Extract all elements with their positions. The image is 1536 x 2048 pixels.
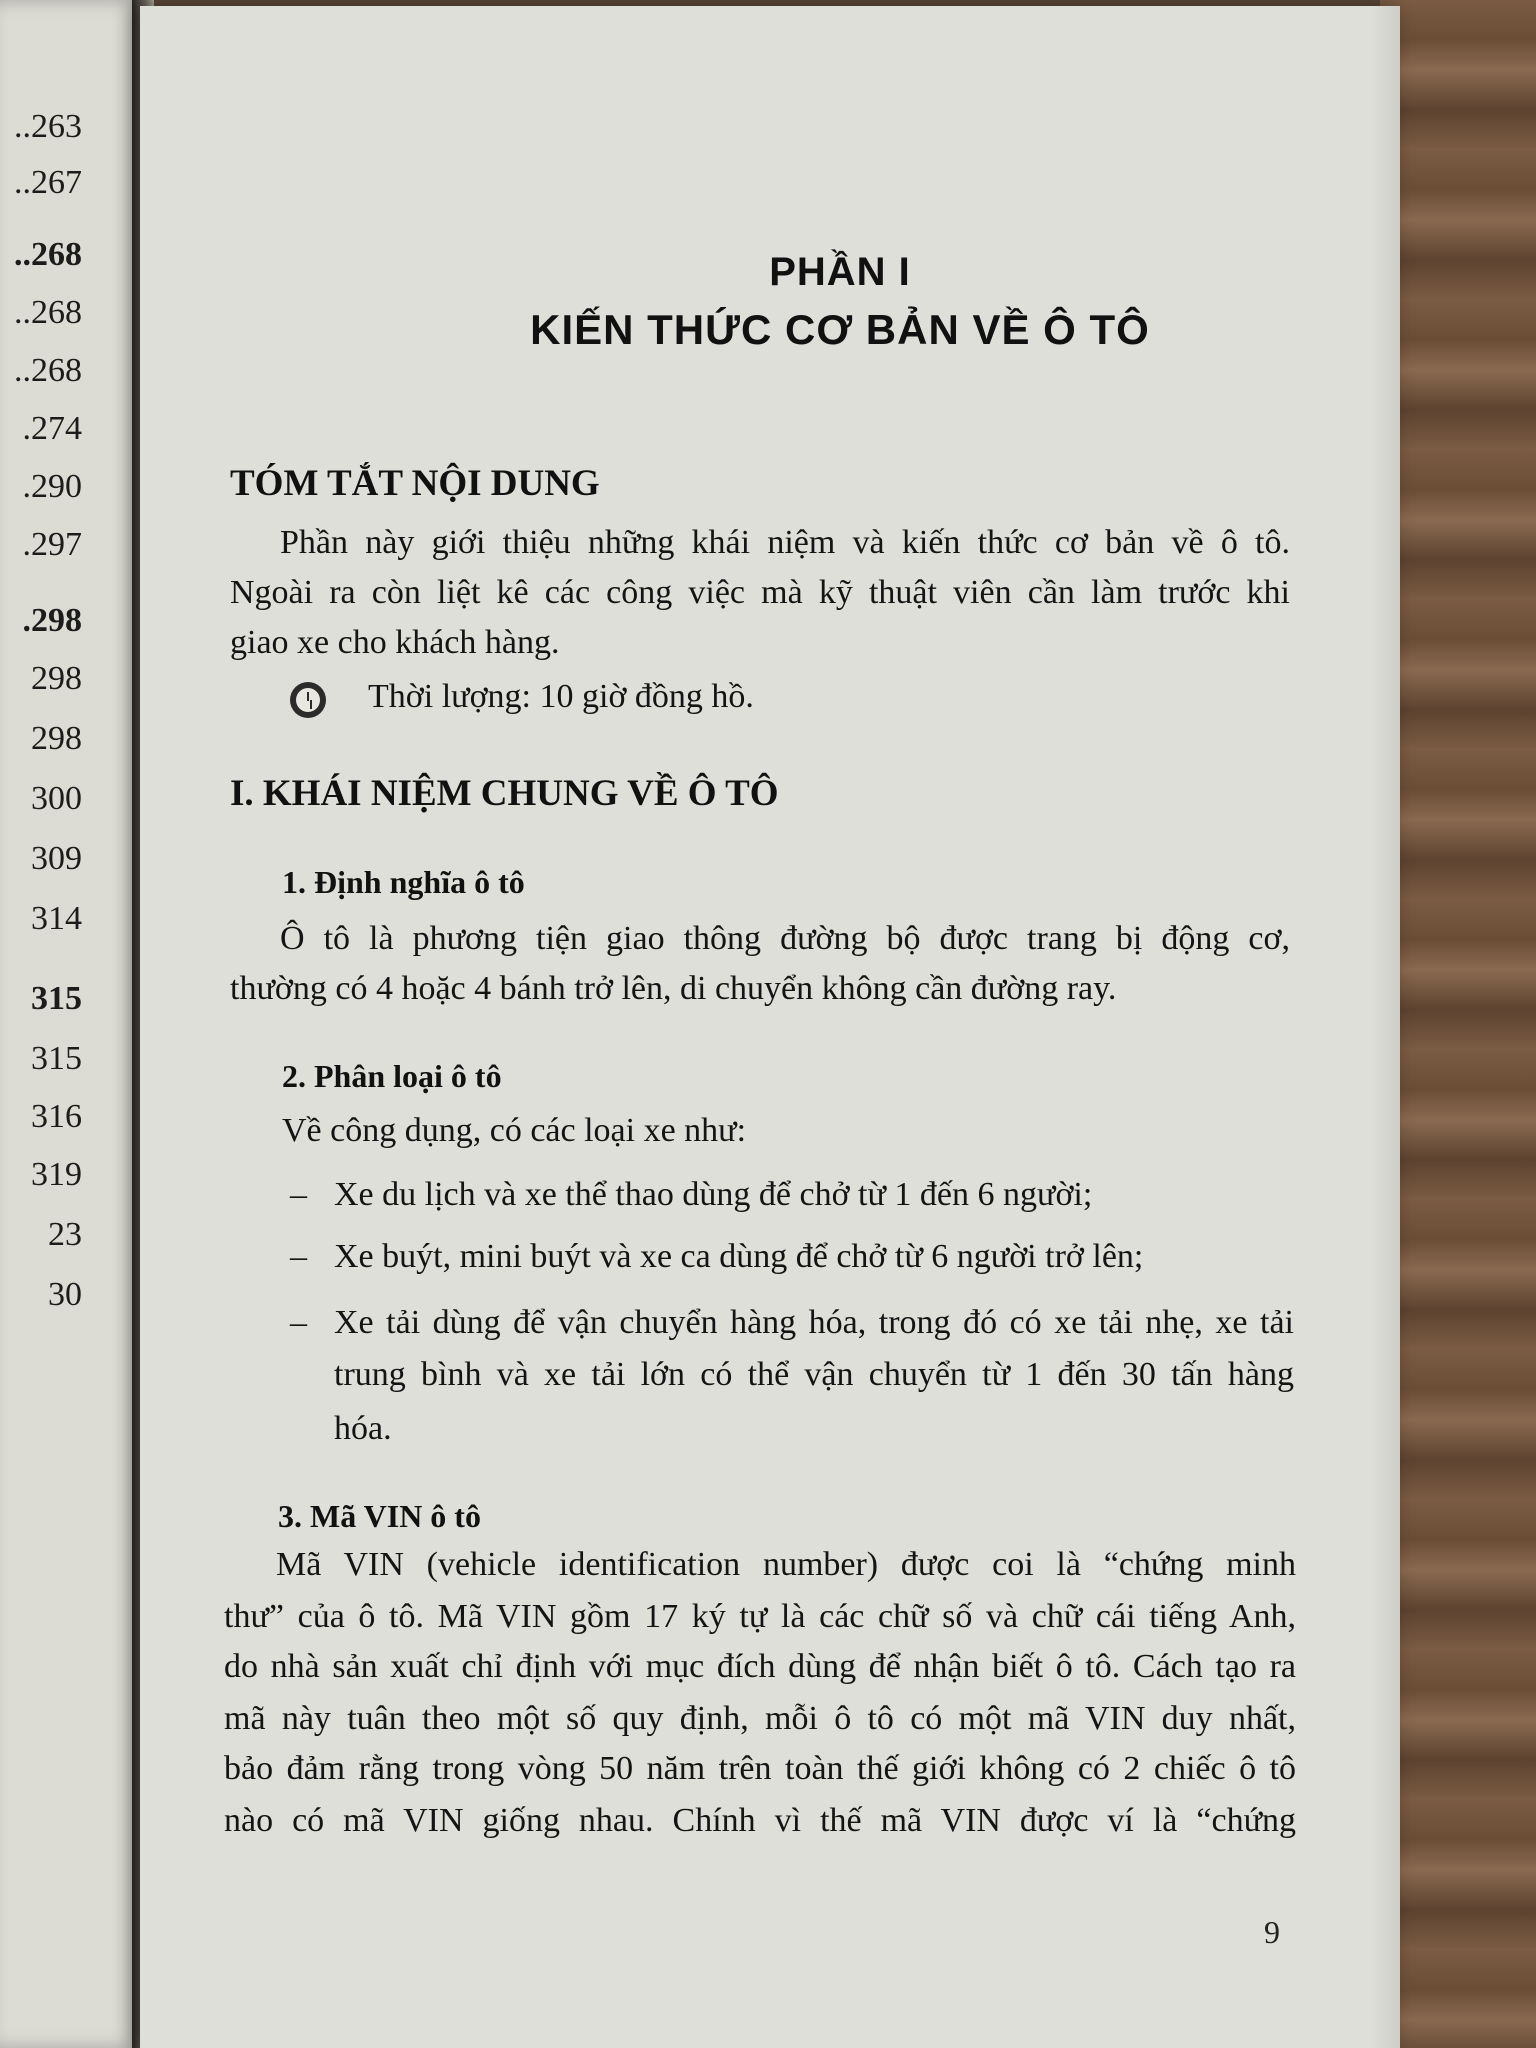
toc-page-number: 298 bbox=[31, 720, 82, 757]
toc-page-number: ..268 bbox=[14, 236, 82, 273]
subsection-3-heading: 3. Mã VIN ô tô bbox=[278, 1498, 481, 1534]
toc-page-number: .297 bbox=[22, 526, 82, 563]
page-number: 9 bbox=[1264, 1914, 1280, 1950]
toc-page-number: ..267 bbox=[14, 164, 82, 201]
chapter-title: KIẾN THỨC CƠ BẢN VỀ Ô TÔ bbox=[530, 306, 1150, 353]
part-title: PHẦN I bbox=[769, 250, 911, 294]
subsection-2-heading: 2. Phân loại ô tô bbox=[282, 1058, 502, 1094]
toc-page-number: ..268 bbox=[14, 294, 82, 331]
right-page bbox=[140, 6, 1400, 2048]
left-page-table-of-contents bbox=[0, 0, 140, 2048]
duration-text: Thời lượng: 10 giờ đồng hồ. bbox=[368, 678, 754, 715]
summary-heading: TÓM TẮT NỘI DUNG bbox=[230, 463, 600, 504]
toc-page-number: 314 bbox=[31, 900, 82, 937]
toc-page-number: 30 bbox=[48, 1276, 82, 1313]
toc-page-number: 319 bbox=[31, 1156, 82, 1193]
sub3-line-5: bảo đảm rằng trong vòng 50 năm trên toàn thế giới không có 2 chiếc ô tô bbox=[224, 1750, 1296, 1787]
bullet-3-line-1: Xe tải dùng để vận chuyển hàng hóa, trong đó có xe tải nhẹ, xe tải bbox=[334, 1304, 1294, 1341]
bullet-2: Xe buýt, mini buýt và xe ca dùng để chở từ 6 người trở lên; bbox=[334, 1238, 1144, 1275]
bullet-3-line-3: hóa. bbox=[334, 1410, 392, 1447]
clock-icon bbox=[290, 682, 326, 718]
bullet-1: Xe du lịch và xe thể thao dùng để chở từ 1 đến 6 người; bbox=[334, 1176, 1093, 1213]
toc-page-number: ..268 bbox=[14, 352, 82, 389]
toc-page-number: 300 bbox=[31, 780, 82, 817]
toc-page-number: .298 bbox=[22, 602, 82, 639]
toc-page-number: 316 bbox=[31, 1098, 82, 1135]
sub1-line-2: thường có 4 hoặc 4 bánh trở lên, di chuyển không cần đường ray. bbox=[230, 970, 1117, 1007]
toc-page-number: 309 bbox=[31, 840, 82, 877]
summary-line-1: Phần này giới thiệu những khái niệm và kiến thức cơ bản về ô tô. bbox=[280, 524, 1290, 561]
subsection-1-heading: 1. Định nghĩa ô tô bbox=[282, 864, 525, 900]
sub3-line-2: thư” của ô tô. Mã VIN gồm 17 ký tự là các chữ số và chữ cái tiếng Anh, bbox=[224, 1598, 1296, 1635]
toc-page-number: 315 bbox=[31, 980, 82, 1017]
toc-page-number: ..263 bbox=[14, 108, 82, 145]
bullet-dash-2: – bbox=[290, 1238, 307, 1275]
sub1-line-1: Ô tô là phương tiện giao thông đường bộ được trang bị động cơ, bbox=[280, 920, 1290, 957]
toc-page-number: 23 bbox=[48, 1216, 82, 1253]
bullet-dash-1: – bbox=[290, 1176, 307, 1213]
sub3-line-6: nào có mã VIN giống nhau. Chính vì thế mã VIN được ví là “chứng bbox=[224, 1802, 1296, 1839]
sub3-line-3: do nhà sản xuất chỉ định với mục đích dùng để nhận biết ô tô. Cách tạo ra bbox=[224, 1648, 1296, 1685]
sub3-line-1: Mã VIN (vehicle identification number) được coi là “chứng minh bbox=[276, 1546, 1296, 1583]
bullet-dash-3: – bbox=[290, 1304, 307, 1341]
toc-page-number: .290 bbox=[22, 468, 82, 505]
summary-line-3: giao xe cho khách hàng. bbox=[230, 624, 560, 661]
toc-page-number: 298 bbox=[31, 660, 82, 697]
bullet-3-line-2: trung bình và xe tải lớn có thể vận chuyển từ 1 đến 30 tấn hàng bbox=[334, 1356, 1294, 1393]
section-heading: I. KHÁI NIỆM CHUNG VỀ Ô TÔ bbox=[230, 773, 779, 814]
summary-line-2: Ngoài ra còn liệt kê các công việc mà kỹ thuật viên cần làm trước khi bbox=[230, 574, 1290, 611]
sub2-intro: Về công dụng, có các loại xe như: bbox=[282, 1112, 747, 1149]
toc-page-number: 315 bbox=[31, 1040, 82, 1077]
sub3-line-4: mã này tuân theo một số quy định, mỗi ô tô có một mã VIN duy nhất, bbox=[224, 1700, 1296, 1737]
toc-page-number: .274 bbox=[22, 410, 82, 447]
